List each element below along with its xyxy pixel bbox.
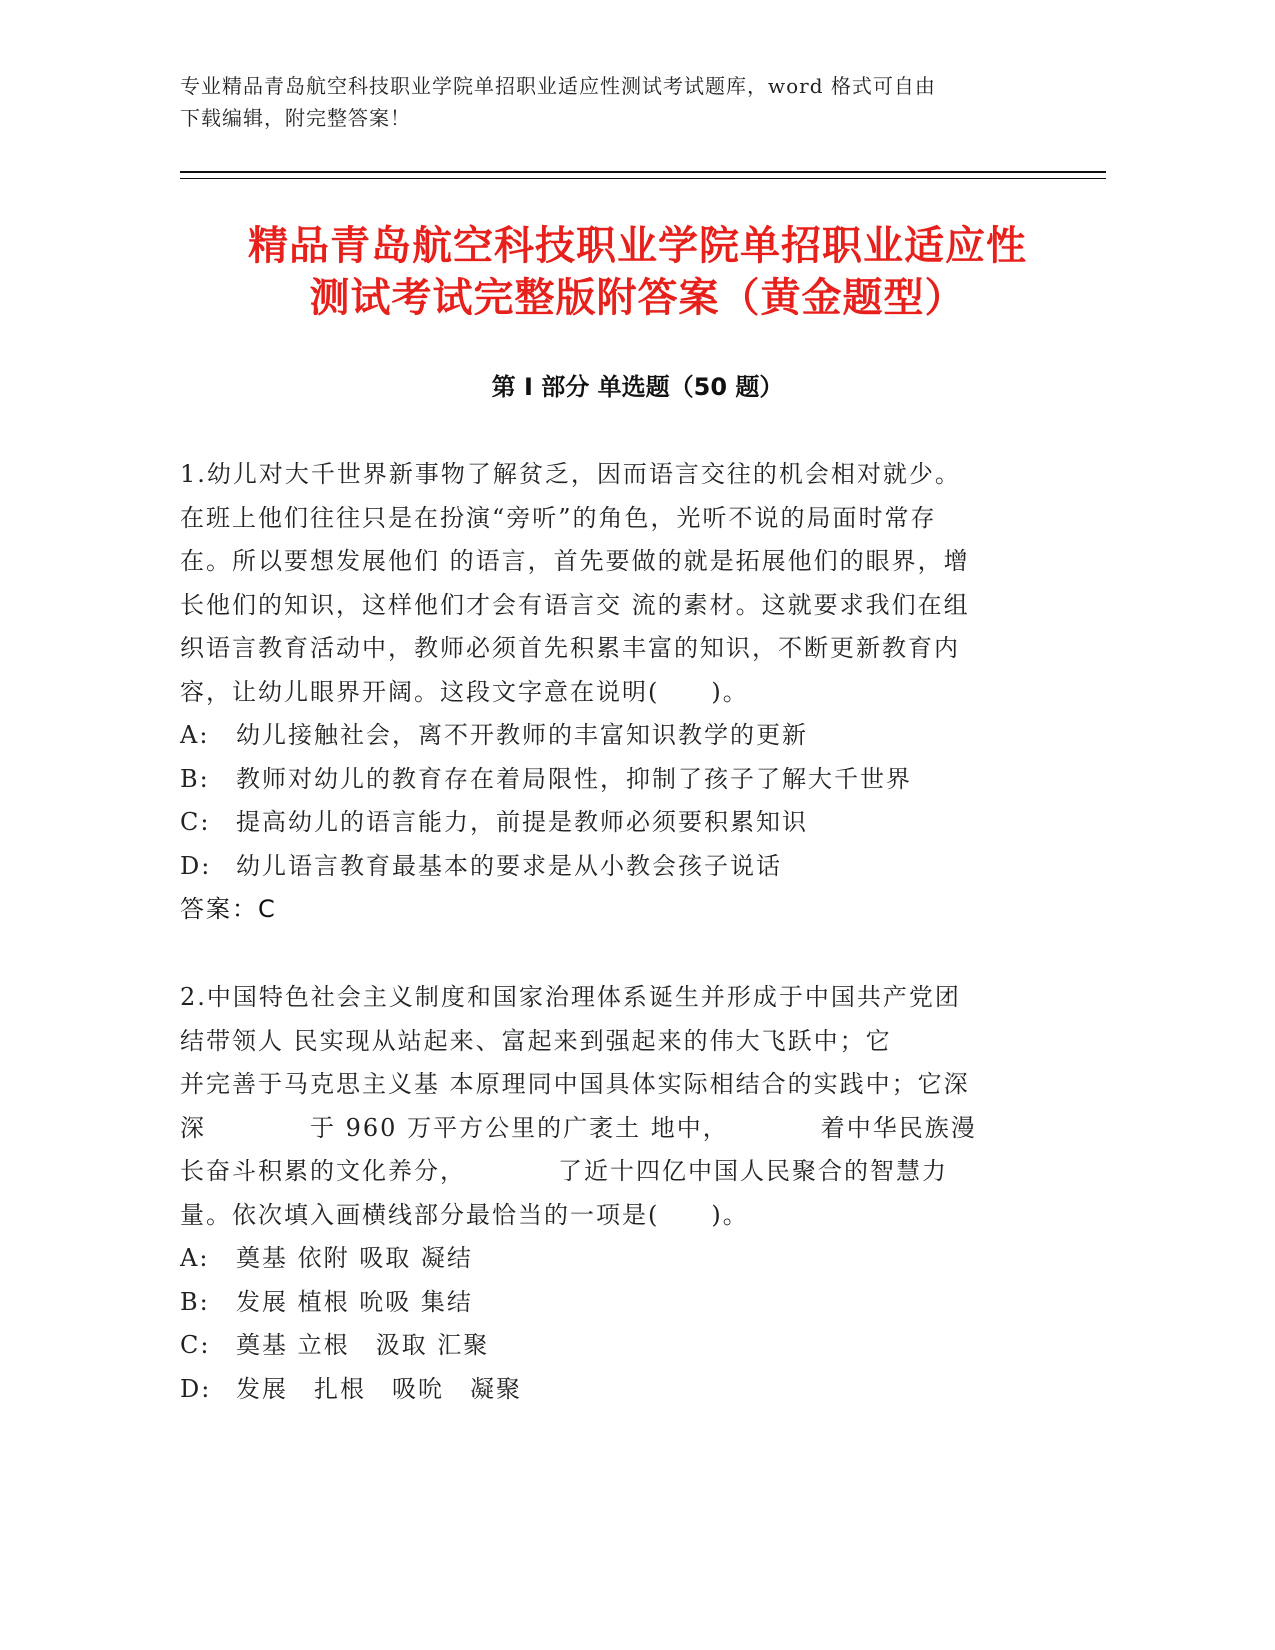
question-text-line: 结带领人 民实现从站起来、富起来到强起来的伟大飞跃中；它 (180, 1026, 892, 1055)
section-heading: 第 I 部分 单选题（50 题） (491, 373, 784, 401)
option-b (180, 1281, 1040, 1325)
question-text-line: 长他们的知识，这样他们才会有语言交 流的素材。这就要求我们在组 (180, 590, 970, 619)
option-c (180, 801, 1040, 845)
header-divider (180, 178, 1106, 179)
document-title-line: 测试考试完整版附答案（黄金题型） (309, 275, 966, 321)
option-key: B: (180, 1287, 210, 1316)
option-key: A: (180, 1244, 210, 1272)
option-key: B: (180, 764, 210, 793)
header-note-line: 下载编辑，附完整答案！ (180, 106, 411, 130)
option-key: C: (180, 808, 211, 836)
option-key: A: (180, 721, 210, 749)
option-text: 奠基 立根 汲取 汇聚 (236, 1331, 490, 1359)
question-text-line: 量。依次填入画横线部分最恰当的一项是( )。 (180, 1200, 749, 1229)
question-text-line: 容，让幼儿眼界开阔。这段文字意在说明( )。 (180, 677, 749, 706)
option-a (180, 1237, 1040, 1281)
option-key: C: (180, 1331, 211, 1359)
option-b (180, 758, 1040, 802)
question-text-line: 深 于 960 万平方公里的广袤土 地中， 着中华民族漫 (180, 1113, 977, 1142)
option-key: D: (180, 1374, 212, 1403)
question-text-line: 长奋斗积累的文化养分， 了近十四亿中国人民聚合的智慧力 (180, 1157, 948, 1185)
option-text: 发展 扎根 吸吮 凝聚 (236, 1374, 522, 1403)
question-text-line: 在。所以要想发展他们 的语言，首先要做的就是拓展他们的眼界，增 (180, 547, 970, 575)
question-text-line: 2.中国特色社会主义制度和国家治理体系诞生并形成于中国共产党团 (180, 983, 961, 1011)
option-text: 发展 植根 吮吸 集结 (236, 1287, 473, 1316)
header-note-line: 专业精品青岛航空科技职业学院单招职业适应性测试考试题库，word 格式可自由 (180, 74, 936, 98)
question-text-line: 并完善于马克思主义基 本原理同中国具体实际相结合的实践中；它深 (180, 1070, 970, 1098)
option-text: 奠基 依附 吸取 凝结 (236, 1244, 473, 1272)
option-d (180, 1368, 1040, 1412)
option-text: 幼儿语言教育最基本的要求是从小教会孩子说话 (236, 851, 782, 880)
option-key: D: (180, 851, 212, 880)
option-a (180, 714, 1040, 758)
option-text: 幼儿接触社会，离不开教师的丰富知识教学的更新 (236, 721, 808, 749)
question-text-line: 在班上他们往往只是在扮演“旁听”的角色，光听不说的局面时常存 (180, 503, 937, 532)
header-note (180, 70, 1060, 134)
answer-line: 答案：C (180, 895, 277, 923)
option-text: 提高幼儿的语言能力，前提是教师必须要积累知识 (236, 808, 808, 836)
option-text: 教师对幼儿的教育存在着局限性，抑制了孩子了解大千世界 (236, 764, 912, 793)
question-text-line: 织语言教育活动中，教师必须首先积累丰富的知识，不断更新教育内 (180, 634, 960, 662)
header-divider (180, 171, 1106, 173)
question-2 (180, 976, 1040, 1411)
option-d (180, 845, 1040, 889)
option-c (180, 1324, 1040, 1368)
document-title (150, 220, 1125, 324)
question-1 (180, 453, 1040, 932)
document-title-line: 精品青岛航空科技职业学院单招职业适应性 (248, 223, 1027, 269)
question-text-line: 1.幼儿对大千世界新事物了解贫乏，因而语言交往的机会相对就少。 (180, 460, 961, 488)
